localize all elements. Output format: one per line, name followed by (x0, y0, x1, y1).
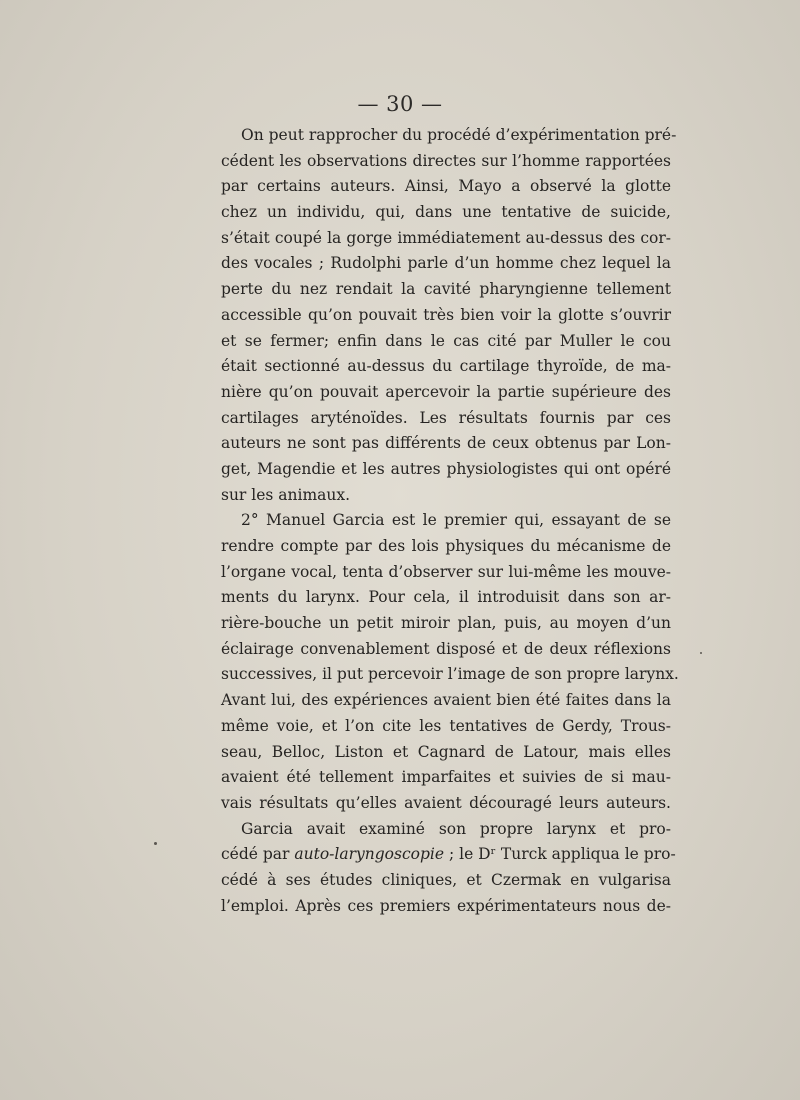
text-line: avaient été tellement imparfaites et suivies de si mau- (221, 768, 671, 787)
text-line: même voie, et l’on cite les tentatives de Gerdy, Trous- (221, 716, 671, 735)
text-line: ments du larynx. Pour cela, il introduisit dans son ar- (221, 588, 671, 607)
text-line: get, Magendie et les autres physiologistes qui ont opéré (221, 459, 671, 478)
text-line: Garcia avait examiné son propre larynx et pro- (241, 819, 671, 838)
text-line: chez un individu, qui, dans une tentative de suicide, (221, 203, 671, 222)
text-line: cédé à ses études cliniques, et Czermak en vulgarisa (221, 870, 671, 889)
text-line: l’organe vocal, tenta d’observer sur lui-même les mouve- (221, 562, 671, 581)
text-line: éclairage convenablement disposé et de deux réflexions (221, 639, 671, 658)
text-line: était sectionné au-dessus du cartilage thyroïde, de ma- (221, 357, 671, 376)
text-line: nière qu’on pouvait apercevoir la partie supérieure des (221, 382, 671, 401)
text-line: auteurs ne sont pas différents de ceux obtenus par Lon- (221, 434, 671, 453)
text-segment: cédé par (221, 845, 295, 864)
italic-term: auto-laryngoscopie (294, 845, 445, 864)
paper-speck (700, 652, 702, 654)
text-line: par certains auteurs. Ainsi, Mayo a observé la glotte (221, 177, 671, 196)
page-number: — 30 — (357, 92, 443, 116)
text-line: s’était coupé la gorge immédiatement au-dessus des cor- (221, 228, 671, 247)
text-line: 2° Manuel Garcia est le premier qui, essayant de se (241, 511, 671, 530)
text-line: On peut rapprocher du procédé d’expérimentation pré- (241, 126, 677, 144)
text-line: Avant lui, des expériences avaient bien été faites dans la (221, 691, 671, 710)
text-line (221, 842, 676, 868)
body-text (221, 123, 679, 919)
text-line: des vocales ; Rudolphi parle d’un homme chez lequel la (221, 254, 671, 273)
paper-speck (154, 842, 157, 845)
text-line: rière-bouche un petit miroir plan, puis, au moyen d’un (221, 614, 671, 633)
text-line: perte du nez rendait la cavité pharyngienne tellement (221, 280, 671, 299)
text-line: seau, Belloc, Liston et Cagnard de Latour, mais elles (221, 742, 671, 761)
text-line: successives, il put percevoir l’image de son propre larynx. (221, 665, 679, 684)
text-line: cédent les observations directes sur l’homme rapportées (221, 151, 671, 170)
text-line: et se fermer; enfin dans le cas cité par Muller le cou (221, 331, 671, 350)
text-line: vais résultats qu’elles avaient découragé leurs auteurs. (221, 793, 671, 812)
text-segment: ; le Dʳ Turck appliqua le pro- (444, 845, 676, 864)
text-line: l’emploi. Après ces premiers expérimentateurs nous de- (221, 896, 671, 915)
text-line: sur les animaux. (221, 485, 351, 504)
text-line: rendre compte par des lois physiques du mécanisme de (221, 537, 671, 555)
text-line: cartilages aryténoïdes. Les résultats fournis par ces (221, 408, 671, 427)
text-line: accessible qu’on pouvait très bien voir la glotte s’ouvrir (221, 305, 671, 324)
